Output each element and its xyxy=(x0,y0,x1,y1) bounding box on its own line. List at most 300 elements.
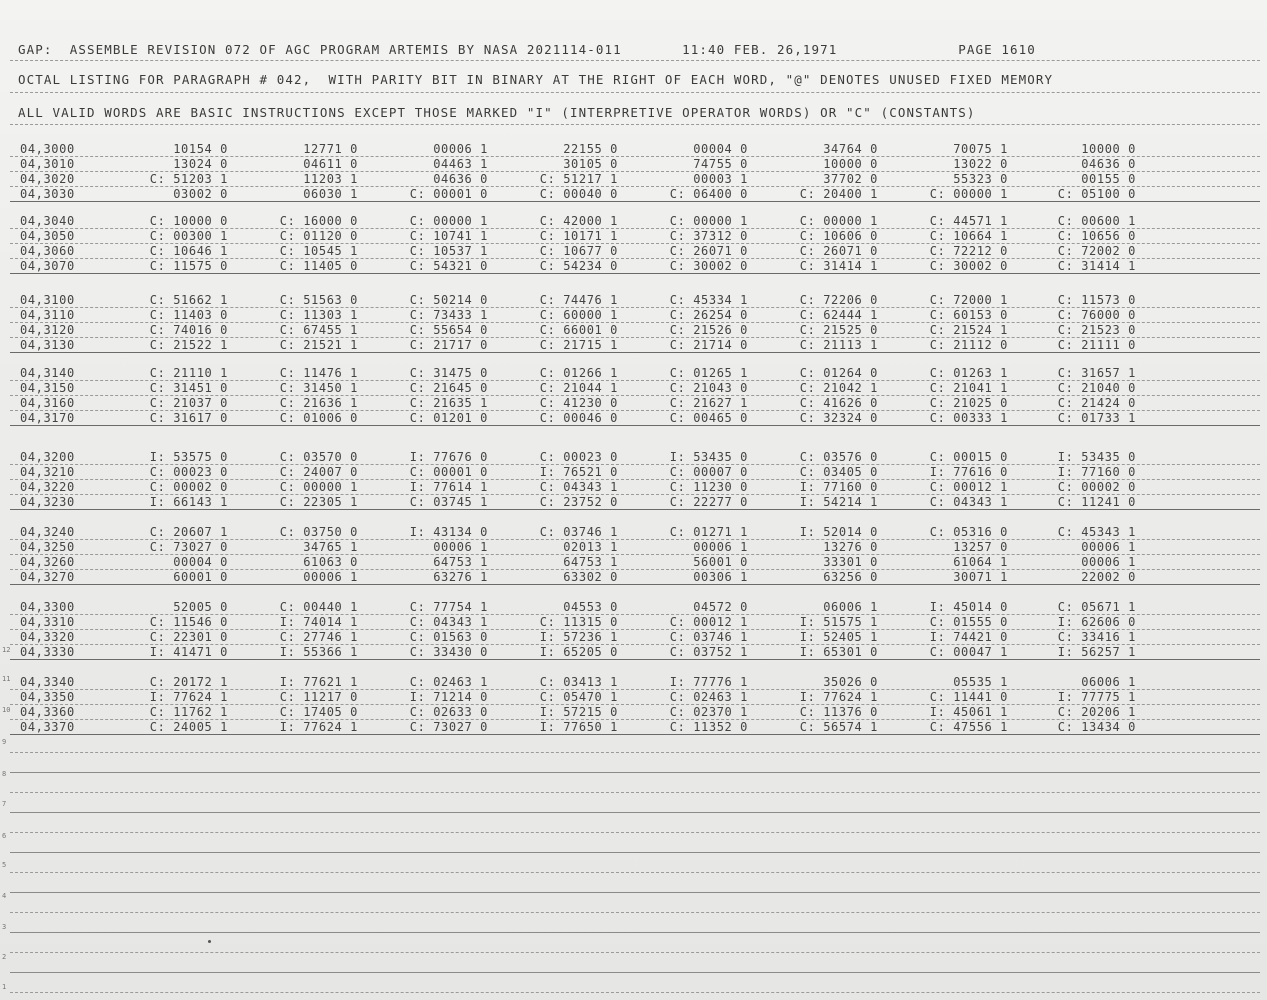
octal-word: C: 76000 0 xyxy=(1057,307,1136,322)
octal-word: C: 01120 0 xyxy=(279,228,358,243)
group-rule xyxy=(10,273,1260,274)
octal-word: C: 11315 0 xyxy=(539,614,618,629)
octal-word: C: 21112 0 xyxy=(929,337,1008,352)
octal-word: I: 57236 1 xyxy=(539,629,618,644)
octal-word: I: 53435 0 xyxy=(669,450,748,464)
octal-word: C: 04343 1 xyxy=(539,479,618,494)
octal-word: I: 77650 1 xyxy=(539,719,618,734)
octal-word: C: 24007 0 xyxy=(279,464,358,479)
octal-word: C: 41230 0 xyxy=(539,395,618,410)
octal-word: C: 01266 1 xyxy=(539,366,618,380)
margin-number: 10 xyxy=(2,706,11,714)
octal-word: 04572 0 xyxy=(693,600,748,614)
listing-row xyxy=(0,675,1267,687)
listing-row xyxy=(0,142,1267,154)
listing-row xyxy=(0,229,1267,241)
octal-word: 00003 1 xyxy=(693,171,748,186)
row-address: 04,3070 xyxy=(20,258,75,273)
octal-word: I: 52014 0 xyxy=(799,525,878,539)
octal-word: C: 51662 1 xyxy=(149,293,228,307)
octal-word: I: 77775 1 xyxy=(1057,689,1136,704)
octal-word: C: 21523 0 xyxy=(1057,322,1136,337)
octal-word: C: 00040 0 xyxy=(539,186,618,201)
listing-row xyxy=(0,600,1267,612)
octal-word: C: 20400 1 xyxy=(799,186,878,201)
margin-number: 4 xyxy=(2,892,7,900)
octal-word: 30071 1 xyxy=(953,569,1008,584)
listing-row xyxy=(0,244,1267,256)
listing-row xyxy=(0,366,1267,378)
octal-word: 00004 0 xyxy=(693,142,748,156)
octal-word: C: 21524 1 xyxy=(929,322,1008,337)
group-rule xyxy=(10,352,1260,353)
margin-number: 8 xyxy=(2,770,7,778)
octal-word: 10000 0 xyxy=(823,156,878,171)
octal-word: 63302 0 xyxy=(563,569,618,584)
octal-word: C: 01201 0 xyxy=(409,410,488,425)
octal-word: 34765 1 xyxy=(303,539,358,554)
octal-word: 13024 0 xyxy=(173,156,228,171)
octal-word: C: 01263 1 xyxy=(929,366,1008,380)
octal-word: C: 74016 0 xyxy=(149,322,228,337)
row-address: 04,3040 xyxy=(20,214,75,228)
octal-word: C: 31475 0 xyxy=(409,366,488,380)
octal-word: C: 50214 0 xyxy=(409,293,488,307)
octal-word: C: 00000 1 xyxy=(409,214,488,228)
octal-word: 33301 0 xyxy=(823,554,878,569)
octal-word: 64753 1 xyxy=(563,554,618,569)
octal-word: C: 51563 0 xyxy=(279,293,358,307)
octal-word: C: 00046 0 xyxy=(539,410,618,425)
octal-word: C: 31617 0 xyxy=(149,410,228,425)
margin-number: 9 xyxy=(2,738,7,746)
listing-row xyxy=(0,630,1267,642)
octal-word: C: 01563 0 xyxy=(409,629,488,644)
octal-word: C: 11546 0 xyxy=(149,614,228,629)
octal-word: C: 37312 0 xyxy=(669,228,748,243)
octal-word: I: 66143 1 xyxy=(149,494,228,509)
octal-word: 22155 0 xyxy=(563,142,618,156)
octal-word: C: 21424 0 xyxy=(1057,395,1136,410)
octal-word: C: 42000 1 xyxy=(539,214,618,228)
paper-rule xyxy=(10,892,1260,893)
paper-rule xyxy=(10,752,1260,753)
octal-word: C: 11441 0 xyxy=(929,689,1008,704)
header-rule-1 xyxy=(10,60,1260,61)
octal-word: C: 21043 0 xyxy=(669,380,748,395)
octal-word: C: 22277 0 xyxy=(669,494,748,509)
listing-row xyxy=(0,323,1267,335)
octal-word: C: 17405 0 xyxy=(279,704,358,719)
octal-word: I: 77624 1 xyxy=(149,689,228,704)
octal-word: C: 11405 0 xyxy=(279,258,358,273)
octal-word: C: 21037 0 xyxy=(149,395,228,410)
margin-number: 7 xyxy=(2,800,7,808)
octal-word: C: 47556 1 xyxy=(929,719,1008,734)
octal-word: 04636 0 xyxy=(433,171,488,186)
row-address: 04,3200 xyxy=(20,450,75,464)
octal-word: C: 11575 0 xyxy=(149,258,228,273)
group-rule xyxy=(10,509,1260,510)
octal-word: C: 21521 1 xyxy=(279,337,358,352)
row-address: 04,3220 xyxy=(20,479,75,494)
octal-word: C: 06400 0 xyxy=(669,186,748,201)
octal-word: 70075 1 xyxy=(953,142,1008,156)
listing-row xyxy=(0,450,1267,462)
margin-number: 5 xyxy=(2,861,7,869)
octal-word: C: 01555 0 xyxy=(929,614,1008,629)
octal-word: C: 10656 0 xyxy=(1057,228,1136,243)
octal-word: C: 00001 0 xyxy=(409,186,488,201)
margin-number: 12 xyxy=(2,646,11,654)
octal-word: C: 13434 0 xyxy=(1057,719,1136,734)
octal-word: 37702 0 xyxy=(823,171,878,186)
octal-word: I: 41471 0 xyxy=(149,644,228,659)
octal-word: C: 30002 0 xyxy=(929,258,1008,273)
octal-word: 00006 1 xyxy=(1081,554,1136,569)
octal-word: C: 01271 1 xyxy=(669,525,748,539)
octal-word: 56001 0 xyxy=(693,554,748,569)
listing-row xyxy=(0,308,1267,320)
octal-word: C: 11241 0 xyxy=(1057,494,1136,509)
octal-word: C: 33430 0 xyxy=(409,644,488,659)
octal-word: 63276 1 xyxy=(433,569,488,584)
octal-word: C: 21041 1 xyxy=(929,380,1008,395)
group-rule xyxy=(10,659,1260,660)
octal-word: C: 62444 1 xyxy=(799,307,878,322)
octal-word: C: 21025 0 xyxy=(929,395,1008,410)
octal-word: C: 02463 1 xyxy=(669,689,748,704)
octal-word: C: 11376 0 xyxy=(799,704,878,719)
octal-word: C: 20206 1 xyxy=(1057,704,1136,719)
octal-word: 02013 1 xyxy=(563,539,618,554)
octal-word: C: 60153 0 xyxy=(929,307,1008,322)
header-line-1: GAP: ASSEMBLE REVISION 072 OF AGC PROGRAM ARTEMIS BY NASA 2021114-011 11:40 FEB. 26,1971 PAGE 1610 xyxy=(18,42,1036,57)
octal-word: C: 16000 0 xyxy=(279,214,358,228)
group-rule xyxy=(10,201,1260,202)
octal-word: C: 26071 0 xyxy=(799,243,878,258)
paper-rule xyxy=(10,952,1260,953)
octal-word: I: 53575 0 xyxy=(149,450,228,464)
octal-word: C: 00000 1 xyxy=(279,479,358,494)
octal-word: C: 02633 0 xyxy=(409,704,488,719)
octal-word: I: 77624 1 xyxy=(799,689,878,704)
octal-word: 00006 1 xyxy=(433,142,488,156)
octal-word: 55323 0 xyxy=(953,171,1008,186)
octal-word: C: 31450 1 xyxy=(279,380,358,395)
octal-word: 63256 0 xyxy=(823,569,878,584)
header-rule-2 xyxy=(10,92,1260,93)
octal-word: 04611 0 xyxy=(303,156,358,171)
octal-word: C: 21111 0 xyxy=(1057,337,1136,352)
octal-word: C: 10171 1 xyxy=(539,228,618,243)
row-address: 04,3370 xyxy=(20,719,75,734)
octal-word: C: 21525 0 xyxy=(799,322,878,337)
octal-word: C: 11230 0 xyxy=(669,479,748,494)
octal-word: C: 00015 0 xyxy=(929,450,1008,464)
octal-word: C: 73433 1 xyxy=(409,307,488,322)
listing-row xyxy=(0,495,1267,507)
octal-word: C: 60000 1 xyxy=(539,307,618,322)
octal-word: C: 33416 1 xyxy=(1057,629,1136,644)
octal-word: I: 62606 0 xyxy=(1057,614,1136,629)
octal-word: C: 21042 1 xyxy=(799,380,878,395)
octal-word: I: 77160 0 xyxy=(1057,464,1136,479)
octal-word: C: 73027 0 xyxy=(149,539,228,554)
listing-row xyxy=(0,525,1267,537)
octal-word: C: 41626 0 xyxy=(799,395,878,410)
octal-word: C: 21526 0 xyxy=(669,322,748,337)
octal-word: C: 26254 0 xyxy=(669,307,748,322)
octal-word: C: 04343 1 xyxy=(409,614,488,629)
row-address: 04,3120 xyxy=(20,322,75,337)
octal-word: C: 31451 0 xyxy=(149,380,228,395)
octal-word: C: 03746 1 xyxy=(669,629,748,644)
octal-word: C: 10664 1 xyxy=(929,228,1008,243)
octal-word: C: 05671 1 xyxy=(1057,600,1136,614)
octal-word: 22002 0 xyxy=(1081,569,1136,584)
octal-word: C: 73027 0 xyxy=(409,719,488,734)
octal-word: C: 22305 1 xyxy=(279,494,358,509)
octal-word: C: 03570 0 xyxy=(279,450,358,464)
octal-word: C: 11476 1 xyxy=(279,366,358,380)
row-address: 04,3320 xyxy=(20,629,75,644)
octal-word: C: 21636 1 xyxy=(279,395,358,410)
paper-speck xyxy=(208,940,211,943)
group-rule xyxy=(10,425,1260,426)
octal-word: C: 00440 1 xyxy=(279,600,358,614)
listing-row xyxy=(0,259,1267,271)
octal-word: C: 05100 0 xyxy=(1057,186,1136,201)
octal-word: 00155 0 xyxy=(1081,171,1136,186)
octal-word: C: 03750 0 xyxy=(279,525,358,539)
row-address: 04,3130 xyxy=(20,337,75,352)
octal-word: I: 43134 0 xyxy=(409,525,488,539)
octal-word: C: 10646 1 xyxy=(149,243,228,258)
octal-word: I: 54214 1 xyxy=(799,494,878,509)
row-address: 04,3050 xyxy=(20,228,75,243)
row-address: 04,3230 xyxy=(20,494,75,509)
row-address: 04,3300 xyxy=(20,600,75,614)
row-address: 04,3310 xyxy=(20,614,75,629)
octal-word: C: 31414 1 xyxy=(799,258,878,273)
paper-rule xyxy=(10,832,1260,833)
octal-word: 00306 1 xyxy=(693,569,748,584)
row-address: 04,3010 xyxy=(20,156,75,171)
octal-word: C: 30002 0 xyxy=(669,258,748,273)
octal-word: C: 02463 1 xyxy=(409,675,488,689)
row-address: 04,3000 xyxy=(20,142,75,156)
octal-word: C: 27746 1 xyxy=(279,629,358,644)
octal-word: C: 00023 0 xyxy=(149,464,228,479)
octal-word: I: 74421 0 xyxy=(929,629,1008,644)
margin-number: 1 xyxy=(2,983,7,991)
octal-word: C: 32324 0 xyxy=(799,410,878,425)
octal-word: 12771 0 xyxy=(303,142,358,156)
octal-word: C: 51217 1 xyxy=(539,171,618,186)
row-address: 04,3100 xyxy=(20,293,75,307)
octal-word: C: 26071 0 xyxy=(669,243,748,258)
octal-word: C: 03745 1 xyxy=(409,494,488,509)
octal-word: 35026 0 xyxy=(823,675,878,689)
octal-word: C: 11352 0 xyxy=(669,719,748,734)
octal-word: I: 77621 1 xyxy=(279,675,358,689)
octal-word: C: 10741 1 xyxy=(409,228,488,243)
octal-word: C: 10606 0 xyxy=(799,228,878,243)
group-rule xyxy=(10,734,1260,735)
listing-row xyxy=(0,705,1267,717)
row-address: 04,3030 xyxy=(20,186,75,201)
octal-word: C: 00002 0 xyxy=(149,479,228,494)
octal-word: C: 03576 0 xyxy=(799,450,878,464)
octal-word: I: 56257 1 xyxy=(1057,644,1136,659)
octal-word: I: 77776 1 xyxy=(669,675,748,689)
octal-word: C: 72206 0 xyxy=(799,293,878,307)
listing-row xyxy=(0,690,1267,702)
listing-row xyxy=(0,338,1267,350)
octal-word: C: 20607 1 xyxy=(149,525,228,539)
octal-word: C: 00333 1 xyxy=(929,410,1008,425)
row-address: 04,3140 xyxy=(20,366,75,380)
octal-word: C: 31657 1 xyxy=(1057,366,1136,380)
octal-word: 11203 1 xyxy=(303,171,358,186)
octal-word: I: 71214 0 xyxy=(409,689,488,704)
octal-word: C: 03746 1 xyxy=(539,525,618,539)
octal-word: C: 54234 0 xyxy=(539,258,618,273)
octal-word: C: 00000 1 xyxy=(799,214,878,228)
paper-rule xyxy=(10,932,1260,933)
octal-word: C: 21715 1 xyxy=(539,337,618,352)
octal-word: C: 20172 1 xyxy=(149,675,228,689)
octal-word: I: 77676 0 xyxy=(409,450,488,464)
octal-word: 06006 1 xyxy=(823,600,878,614)
octal-word: C: 10000 0 xyxy=(149,214,228,228)
octal-word: I: 45061 1 xyxy=(929,704,1008,719)
row-address: 04,3340 xyxy=(20,675,75,689)
octal-word: C: 00023 0 xyxy=(539,450,618,464)
octal-word: C: 21040 0 xyxy=(1057,380,1136,395)
octal-word: 10000 0 xyxy=(1081,142,1136,156)
octal-word: C: 00000 1 xyxy=(669,214,748,228)
row-address: 04,3350 xyxy=(20,689,75,704)
octal-word: C: 11573 0 xyxy=(1057,293,1136,307)
octal-word: C: 05470 1 xyxy=(539,689,618,704)
listing-row xyxy=(0,293,1267,305)
paper-rule xyxy=(10,912,1260,913)
octal-word: C: 21044 1 xyxy=(539,380,618,395)
octal-word: C: 45343 1 xyxy=(1057,525,1136,539)
row-address: 04,3360 xyxy=(20,704,75,719)
row-address: 04,3260 xyxy=(20,554,75,569)
listing-row xyxy=(0,570,1267,582)
paper-rule xyxy=(10,852,1260,853)
octal-word: C: 11762 1 xyxy=(149,704,228,719)
listing-row xyxy=(0,720,1267,732)
octal-word: 61064 1 xyxy=(953,554,1008,569)
listing-row xyxy=(0,187,1267,199)
octal-word: I: 53435 0 xyxy=(1057,450,1136,464)
margin-number: 2 xyxy=(2,953,7,961)
row-address: 04,3160 xyxy=(20,395,75,410)
paper-rule xyxy=(10,812,1260,813)
octal-word: C: 11403 0 xyxy=(149,307,228,322)
octal-word: C: 00007 0 xyxy=(669,464,748,479)
octal-word: C: 00012 1 xyxy=(929,479,1008,494)
octal-word: C: 00300 1 xyxy=(149,228,228,243)
listing-row xyxy=(0,555,1267,567)
octal-word: C: 45334 1 xyxy=(669,293,748,307)
header-line-2: OCTAL LISTING FOR PARAGRAPH # 042, WITH PARITY BIT IN BINARY AT THE RIGHT OF EACH WORD, "@" DENOTES UNUSED FIXED MEMORY xyxy=(18,72,1054,87)
octal-word: I: 57215 0 xyxy=(539,704,618,719)
row-address: 04,3110 xyxy=(20,307,75,322)
row-address: 04,3250 xyxy=(20,539,75,554)
octal-word: C: 56574 1 xyxy=(799,719,878,734)
row-address: 04,3210 xyxy=(20,464,75,479)
listing-row xyxy=(0,157,1267,169)
octal-word: C: 00001 0 xyxy=(409,464,488,479)
octal-word: I: 45014 0 xyxy=(929,600,1008,614)
octal-word: 00004 0 xyxy=(173,554,228,569)
paper-rule xyxy=(10,972,1260,973)
octal-word: 13257 0 xyxy=(953,539,1008,554)
row-address: 04,3240 xyxy=(20,525,75,539)
octal-word: 00006 1 xyxy=(693,539,748,554)
octal-word: C: 72000 1 xyxy=(929,293,1008,307)
octal-word: C: 00012 1 xyxy=(669,614,748,629)
row-address: 04,3330 xyxy=(20,644,75,659)
octal-word: C: 21645 0 xyxy=(409,380,488,395)
octal-word: 04463 1 xyxy=(433,156,488,171)
margin-number: 3 xyxy=(2,923,7,931)
octal-word: C: 31414 1 xyxy=(1057,258,1136,273)
listing-row xyxy=(0,381,1267,393)
octal-word: C: 11303 1 xyxy=(279,307,358,322)
octal-word: 04553 0 xyxy=(563,600,618,614)
octal-word: 34764 0 xyxy=(823,142,878,156)
octal-word: C: 51203 1 xyxy=(149,171,228,186)
octal-word: C: 66001 0 xyxy=(539,322,618,337)
margin-number: 6 xyxy=(2,832,7,840)
octal-word: C: 21635 1 xyxy=(409,395,488,410)
listing-row xyxy=(0,172,1267,184)
octal-word: C: 01264 0 xyxy=(799,366,878,380)
octal-word: I: 65205 0 xyxy=(539,644,618,659)
octal-word: I: 77160 0 xyxy=(799,479,878,494)
octal-word: 00006 1 xyxy=(303,569,358,584)
octal-word: I: 51575 1 xyxy=(799,614,878,629)
octal-word: C: 00002 0 xyxy=(1057,479,1136,494)
octal-word: 61063 0 xyxy=(303,554,358,569)
octal-word: C: 03752 1 xyxy=(669,644,748,659)
octal-word: C: 01006 0 xyxy=(279,410,358,425)
octal-word: I: 65301 0 xyxy=(799,644,878,659)
octal-word: C: 10677 0 xyxy=(539,243,618,258)
listing-row xyxy=(0,465,1267,477)
octal-word: I: 74014 1 xyxy=(279,614,358,629)
row-address: 04,3270 xyxy=(20,569,75,584)
paper-rule xyxy=(10,772,1260,773)
octal-word: C: 21110 1 xyxy=(149,366,228,380)
octal-word: 05535 1 xyxy=(953,675,1008,689)
octal-word: I: 76521 0 xyxy=(539,464,618,479)
octal-word: C: 10537 1 xyxy=(409,243,488,258)
paper-rule xyxy=(10,992,1260,993)
octal-word: 60001 0 xyxy=(173,569,228,584)
octal-word: C: 72212 0 xyxy=(929,243,1008,258)
octal-word: C: 00000 1 xyxy=(929,186,1008,201)
octal-word: C: 74476 1 xyxy=(539,293,618,307)
octal-word: C: 54321 0 xyxy=(409,258,488,273)
